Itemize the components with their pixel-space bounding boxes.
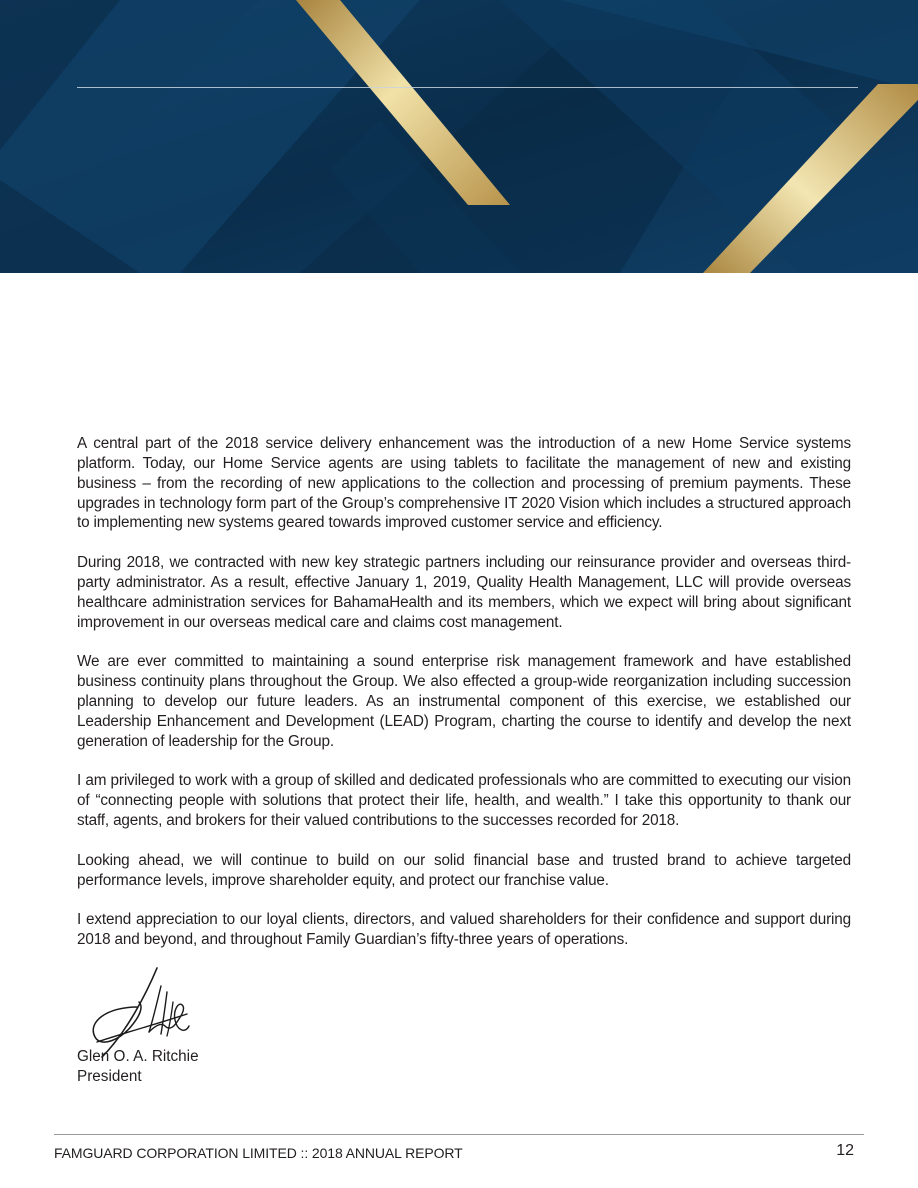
letter-paragraph: We are ever committed to maintaining a sound enterprise risk management framework and have established business continuity plans throughout the Group. We also effected a group-wide reorganization including succession planning to develop our future leaders. As an instrumental component of this exercise, we established our Leadership Enhancement and Development (LEAD) Program, charting the course to identify and develop the next generation of leadership for the Group.: [77, 653, 851, 750]
letter-paragraph: I extend appreciation to our loyal clients, directors, and valued shareholders for their confidence and support during 2018 and beyond, and throughout Family Guardian’s fifty-three years of operations.: [77, 911, 851, 949]
letter-paragraph: I am privileged to work with a group of skilled and dedicated professionals who are committed to executing our vision of “connecting people with solutions that protect their life, health, and wealth.” I take this opportunity to thank our staff, agents, and brokers for their valued contributions to the successes recorded for 2018.: [77, 772, 851, 830]
letter-paragraph: A central part of the 2018 service delivery enhancement was the introduction of a new Home Service systems platform. Today, our Home Service agents are using tablets to facilitate the management of new and existing business – from the recording of new applications to the collection and processing of premium payments. These upgrades in technology form part of the Group’s comprehensive IT 2020 Vision which includes a structured approach to implementing new systems geared towards improved customer service and efficiency.: [77, 435, 851, 532]
page-number: 12: [836, 1142, 854, 1159]
letter-paragraph: Looking ahead, we will continue to build on our solid financial base and trusted brand to achieve targeted performance levels, improve shareholder equity, and protect our franchise value.: [77, 851, 851, 889]
letter-paragraph: During 2018, we contracted with new key strategic partners including our reinsurance provider and overseas third-party administrator. As a result, effective January 1, 2019, Quality Health Management, LLC will provide overseas healthcare administration services for BahamaHealth and its members, which we expect will bring about significant improvement in our overseas medical care and claims cost management.: [77, 554, 851, 631]
footer-divider: [54, 1134, 864, 1135]
signer-name: Glen O. A. Ritchie: [77, 1048, 199, 1065]
decorative-banner-graphic: [0, 0, 918, 273]
letter-body: [77, 434, 851, 970]
signer-block: [77, 1047, 199, 1087]
header-banner: [0, 0, 918, 273]
signer-title: President: [77, 1068, 142, 1085]
footer-company-report: FAMGUARD CORPORATION LIMITED :: 2018 ANNUAL REPORT: [54, 1145, 463, 1161]
